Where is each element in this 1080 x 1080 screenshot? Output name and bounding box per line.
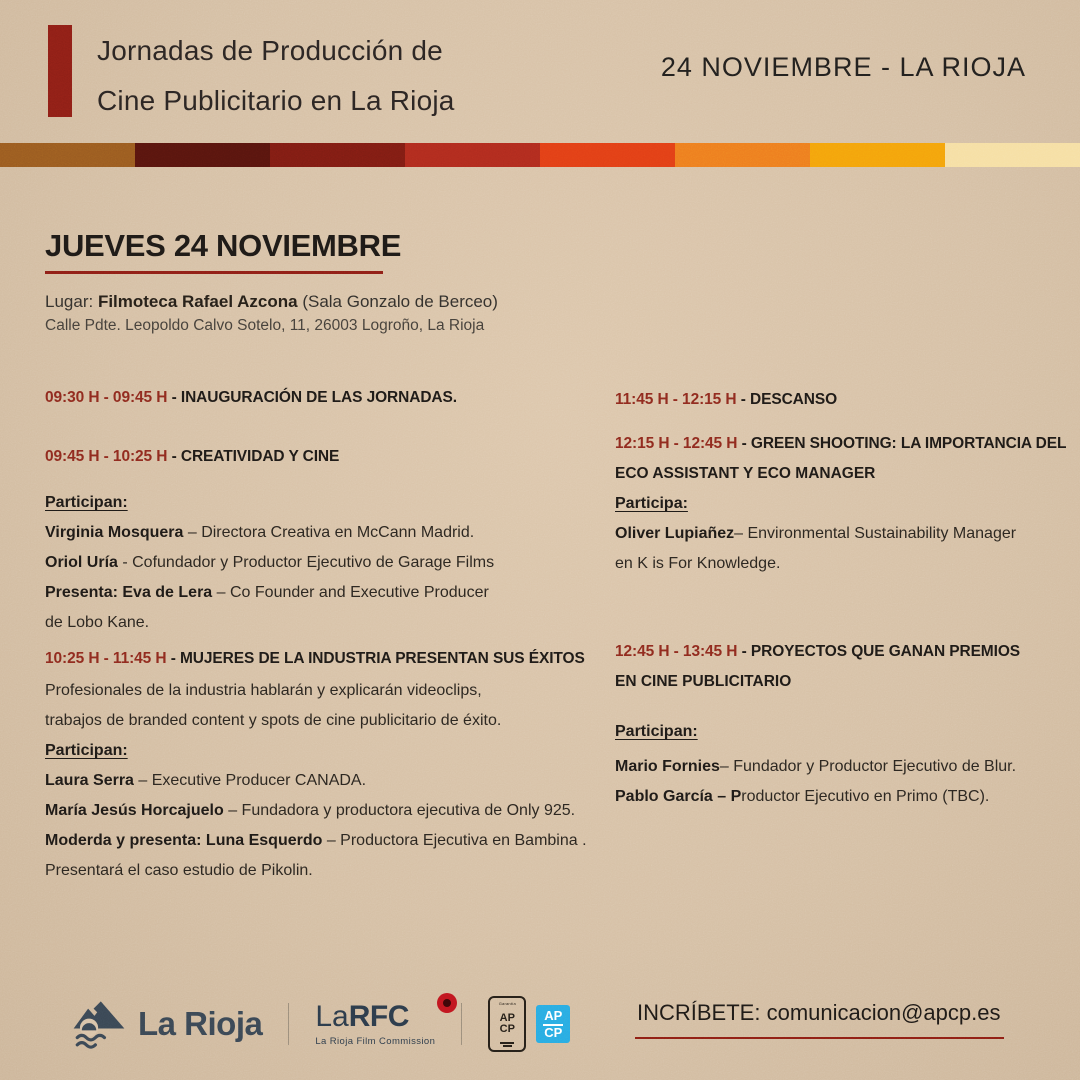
apcp-blue-logo — [536, 1005, 570, 1043]
apcp-badge-letters — [500, 1013, 515, 1035]
participant-role: – Productora Ejecutiva en Bambina . — [322, 832, 587, 849]
participant-role: – Executive Producer CANADA. — [133, 772, 367, 789]
session-inauguracion — [45, 383, 605, 413]
session-title: GREEN SHOOTING: LA IMPORTANCIA DEL — [750, 435, 1067, 452]
venue-address: Calle Pdte. Leopoldo Calvo Sotelo, 11, 26003 Logroño, La Rioja — [45, 317, 485, 334]
session-title-line2: EN CINE PUBLICITARIO — [615, 673, 792, 690]
larfc-logo — [315, 1001, 435, 1047]
participant-line-continuation: en K is For Knowledge. — [615, 555, 781, 572]
session-dash: - — [737, 435, 751, 452]
participant-name: Moderda y presenta: Luna Esquerdo — [45, 832, 323, 849]
apcp-blue-cp: CP — [544, 1024, 563, 1040]
session-title: MUJERES DE LA INDUSTRIA PRESENTAN SUS ÉXITOS — [180, 650, 585, 667]
color-stripe — [0, 143, 1080, 167]
participant-role: – Co Founder and Executive Producer — [212, 584, 489, 601]
header-date-location: 24 NOVIEMBRE - LA RIOJA — [660, 52, 1026, 82]
participant-role: – Directora Creativa en McCann Madrid. — [183, 524, 475, 541]
session-title: INAUGURACIÓN DE LAS JORNADAS. — [180, 389, 457, 406]
session-descanso — [615, 385, 1060, 415]
session-title: PROYECTOS QUE GANAN PREMIOS — [750, 643, 1021, 660]
poster-title — [97, 26, 455, 126]
participant-line — [45, 826, 605, 856]
participant-name: Laura Serra — [45, 772, 134, 789]
stripe-segment — [945, 143, 1080, 167]
venue-line — [45, 292, 498, 312]
header-accent-bar — [48, 25, 72, 117]
session-description: trabajos de branded content y spots de cine publicitario de éxito. — [45, 712, 502, 729]
session-mujeres — [45, 644, 605, 674]
session-time: 09:30 H - 09:45 H — [45, 389, 168, 406]
participant-name: Presenta: Eva de Lera — [45, 584, 213, 601]
session-green-shooting — [615, 429, 1067, 459]
signup-label: INCRÍBETE: — [637, 1000, 767, 1025]
session-time: 11:45 H - 12:15 H — [615, 391, 737, 408]
participant-name: Pablo García – P — [615, 788, 742, 805]
session-title: CREATIVIDAD Y CINE — [180, 448, 340, 465]
apcp-blue-ap: AP — [543, 1009, 563, 1026]
larioja-mountain-icon — [70, 999, 128, 1049]
venue-suffix: (Sala Gonzalo de Berceo) — [297, 292, 498, 311]
session-time: 10:25 H - 11:45 H — [45, 650, 167, 667]
participant-line — [45, 766, 605, 796]
larfc-lens-icon — [437, 993, 457, 1013]
apcp-ap: AP — [499, 1012, 515, 1024]
session-proyectos — [615, 637, 1060, 667]
stripe-segment — [405, 143, 540, 167]
stripe-segment — [135, 143, 270, 167]
participants-label: Participa: — [615, 495, 688, 512]
participant-role: – Environmental Sustainability Manager — [734, 525, 1017, 542]
stripe-segment — [675, 143, 810, 167]
session-title: DESCANSO — [750, 391, 838, 408]
participants-label: Participan: — [45, 742, 128, 759]
participant-line — [615, 782, 1060, 812]
footer-logos — [70, 988, 570, 1060]
participants-label: Participan: — [615, 723, 698, 740]
participant-line — [45, 578, 605, 608]
signup-email-link[interactable]: comunicacion@apcp.es — [766, 1000, 1001, 1025]
larioja-logo — [70, 999, 262, 1049]
apcp-garantia-badge — [488, 996, 526, 1052]
participant-name: Virginia Mosquera — [45, 524, 184, 541]
apcp-cp: CP — [499, 1023, 515, 1035]
larfc-la: La — [315, 1000, 349, 1033]
participant-line — [615, 752, 1060, 782]
participant-name: Oliver Lupiañez — [615, 525, 735, 542]
session-time: 12:15 H - 12:45 H — [615, 435, 738, 452]
participant-line — [45, 518, 605, 548]
participant-line — [615, 519, 1060, 549]
participant-role: – Fundador y Productor Ejecutivo de Blur. — [719, 758, 1017, 775]
session-dash: - — [737, 643, 751, 660]
session-time: 12:45 H - 13:45 H — [615, 643, 738, 660]
larfc-wordmark — [315, 1001, 409, 1033]
session-description: Profesionales de la industria hablarán y explicarán videoclips, — [45, 682, 482, 699]
session-creatividad — [45, 442, 605, 472]
participant-line-continuation: de Lobo Kane. — [45, 614, 150, 631]
footer-divider — [288, 1003, 289, 1045]
stripe-segment — [0, 143, 135, 167]
venue-name: Filmoteca Rafael Azcona — [97, 292, 298, 311]
poster-title-line2: Cine Publicitario en La Rioja — [97, 85, 455, 116]
schedule-column-left — [45, 383, 605, 886]
session-dash: - — [167, 448, 181, 465]
poster-title-line1: Jornadas de Producción de — [97, 35, 443, 66]
session-time: 09:45 H - 10:25 H — [45, 448, 168, 465]
participant-role: - Cofundador y Productor Ejecutivo de Garage Films — [117, 554, 495, 571]
participant-role: roductor Ejecutivo en Primo (TBC). — [741, 788, 990, 805]
participant-name: Mario Fornies — [615, 758, 720, 775]
participants-label: Participan: — [45, 494, 128, 511]
larioja-wordmark: La Rioja — [138, 1005, 263, 1042]
stripe-segment — [540, 143, 675, 167]
stripe-segment — [270, 143, 405, 167]
schedule-column-right — [615, 385, 1067, 812]
apcp-badge-fineprint — [500, 1042, 514, 1047]
session-dash: - — [166, 650, 180, 667]
stripe-segment — [810, 143, 945, 167]
signup-line — [635, 1000, 1004, 1039]
participant-line — [45, 548, 605, 578]
larfc-rfc: RFC — [348, 1000, 409, 1033]
larfc-subtitle: La Rioja Film Commission — [315, 1036, 436, 1047]
day-title: JUEVES 24 NOVIEMBRE — [45, 228, 402, 263]
footer-divider — [461, 1003, 462, 1045]
participant-line-continuation: Presentará el caso estudio de Pikolin. — [45, 862, 313, 879]
day-title-underline — [45, 271, 383, 274]
day-section — [45, 228, 498, 335]
apcp-logos — [488, 996, 570, 1052]
apcp-badge-top-text: Garantía — [498, 1001, 516, 1006]
venue-label: Lugar: — [45, 292, 98, 311]
participant-role: – Fundadora y productora ejecutiva de Only 925. — [223, 802, 576, 819]
participant-line — [45, 796, 605, 826]
session-title-line2: ECO ASSISTANT Y ECO MANAGER — [615, 465, 876, 482]
participant-name: María Jesús Horcajuelo — [45, 802, 224, 819]
session-dash: - — [167, 389, 181, 406]
session-dash: - — [736, 391, 750, 408]
participant-name: Oriol Uría — [45, 554, 118, 571]
